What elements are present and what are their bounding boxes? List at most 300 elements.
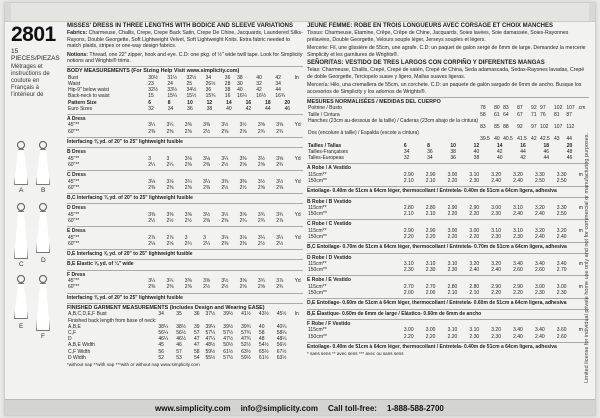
row-value: 2.70 [556,267,567,274]
finished-measurements-table [67,311,303,361]
row-value: 54½ [258,342,269,349]
row-value: 38 [450,148,456,155]
row-value: 3.10 [513,204,523,211]
row-value: 42 [531,136,537,143]
row-value: 36 [187,105,193,112]
row-value: 2⅝ [257,184,265,191]
row-value: 2.10 [425,177,436,184]
row-value: 2.30 [556,289,567,296]
row-value: 2⅝ [221,217,229,224]
row-value: 2.40 [534,211,545,218]
mesures-table [307,105,589,142]
row-value: 15¼ [167,93,178,100]
mercerie-paragraph: Mercerie: Fil, une glissière de 55cm, une agrafe. C.D: un paquet de galon sergé de 6mm de large. Demandez la mercerie Simplicity et les garnitures de Wrights®. [307,45,586,58]
sketch-dress [36,283,50,331]
row-value: 2¼ [184,240,192,247]
row-value: 2.20 [425,333,436,340]
row-value: 32½ [148,87,158,94]
row-value: 40 [496,155,503,162]
yardage-view-heading: F Dress [67,270,303,278]
row-value: 3⅜ [221,178,229,185]
row-value: 3¼ [203,178,211,185]
pattern-number: 2801 [11,23,56,46]
row-value: 107 [566,105,575,112]
flap-right-edge [589,3,595,21]
english-footnote: *without nap **with nap ***with or without nap www.simplicity.com [67,362,200,367]
row-value: 39¼ [205,323,216,330]
row-unit: Yd [294,278,301,285]
row-value: 38 [224,87,231,94]
yardage-view-heading: A Dress [67,114,303,122]
row-value: 2⅝ [221,128,229,135]
row-label: Finished back length from base of neck: [68,317,157,324]
instr-line: instructions de [11,71,50,77]
row-value: 2.20 [513,289,523,296]
tissus-paragraph: Tissus: Charmeuse, Étamine, Crêpe, Crêpe de Chine, Jacquards, Soies lavées, Soie damassée, Soies-Rayonnes prélavées, Double Georgette, Velours souple léger, Jerseys souples et légers. [307,30,569,43]
row-value: 2½ [184,217,192,224]
row-value: 47½ [223,336,234,343]
row-value: 61½ [258,354,269,361]
row-value: 14 [226,99,232,106]
instr-line: couture en Français à [11,78,40,91]
table-row [67,106,303,112]
row-value: 2¾ [276,284,284,291]
row-value: 48 [566,148,573,155]
row-value: 3½ [239,122,247,129]
row-value: 2.20 [491,289,501,296]
row-label: 45"** [68,278,80,285]
row-value: 3.10 [469,171,480,178]
row-value: 102 [540,124,549,131]
row-value: 2.20 [425,233,436,240]
row-value: 2⅜ [166,284,174,291]
row-value: 45 [158,342,164,349]
row-value: 10 [187,99,193,106]
row-value: 3¼ [148,278,156,285]
row-value: 2⅞ [276,217,284,224]
license-side-text: Limited license for individual private home use only and not for commercial or manufacturing purposes. [584,132,590,383]
row-value: 58 [194,348,200,355]
sketch-head [39,141,47,149]
yardage-table [307,284,589,296]
row-value: 2.50 [556,211,567,218]
pattern-pieces: 15 PIECES/PIEZAS [11,48,60,62]
row-value: 3⅜ [239,178,247,185]
row-label: 150cm** [308,267,327,274]
row-value: 45½ [276,311,287,318]
row-value: 67½ [276,348,287,355]
row-value: 3.10 [491,227,501,234]
row-value: 3¾ [257,278,265,285]
row-label: C,F Width [68,348,91,355]
dress-sketch-b [35,141,49,185]
footer-phone-label: Call toll-free: [328,403,377,413]
row-value: 44 [275,87,281,94]
row-value: 3.00 [447,227,458,234]
row-value: 3.00 [556,283,567,290]
row-value: 97 [531,124,537,131]
yardage-view-heading: C Robe / C Vestido [307,219,589,227]
row-value: 20 [566,142,573,149]
sketch-head [17,275,25,283]
row-value: 16 [224,93,231,100]
row-value: 67 [517,111,523,118]
row-value: 58 [480,111,486,118]
row-value: 15¾ [205,93,216,100]
row-value: 3½ [257,155,265,162]
yardage-table [67,212,303,224]
row-value: 2¾ [257,128,265,135]
sketch-head [39,203,47,211]
table-row [307,178,589,184]
row-value: 2¼ [203,240,211,247]
row-value: 46 [566,155,573,162]
row-value: 80 [494,105,500,112]
row-value: 30½ [148,74,158,81]
row-value: 2.80 [469,283,480,290]
row-value: 42 [496,148,503,155]
row-value: 50½ [223,342,234,349]
row-value: 47 [194,336,200,343]
row-label: Dos (encolure à taille) / Espalda (escote a cintura) [308,130,419,137]
row-value: 3½ [276,178,284,185]
row-value: 3.00 [469,227,480,234]
row-value: 3¼ [166,122,174,129]
row-value: 42 [520,155,526,162]
row-value: 3½ [221,211,229,218]
row-value: 92 [517,124,523,131]
row-value: 2½ [221,284,229,291]
yardage-view-heading: D Robe / D Vestido [307,253,589,261]
row-value: 2.50 [534,177,545,184]
row-value: 54 [194,354,200,361]
row-value: 2½ [148,217,156,224]
row-value: 102 [554,105,563,112]
sketch-dress [14,211,28,259]
row-value: 2.40 [513,177,523,184]
body-measurements-heading: BODY MEASUREMENTS (For Sizing Help Visit www.simplicity.com) [67,66,303,74]
yardage-view-heading: B,C Interfacing ¾ yd. of 20" to 25" lightweight fusible [67,193,303,201]
row-value: 3.40 [534,260,545,267]
row-value: 36 [224,74,231,81]
contact-footer [5,399,596,416]
sketch-head [17,203,25,211]
sketch-dress [14,283,28,319]
row-label: Tailles / Tallas [308,142,342,149]
row-value: 2.30 [469,177,480,184]
row-label: 60"** [68,161,80,168]
row-value: 3.30 [556,171,567,178]
yardage-section [67,114,303,301]
row-value: 55½ [205,354,216,361]
table-row [67,185,303,191]
row-value: 2.10 [403,211,414,218]
yardage-view-heading: A Robe / A Vestido [307,163,589,171]
row-value: 48 [258,336,265,343]
figure-label-c: C [19,261,24,268]
row-label: 60"** [68,128,80,135]
table-row [67,284,303,290]
row-value: 3⅝ [257,122,265,129]
left-column [11,23,63,403]
row-value: 59½ [241,354,251,361]
dress-sketch-d [35,203,49,253]
row-unit: Yd [294,122,301,129]
row-value: 57 [176,348,182,355]
row-value: 38 [237,74,243,81]
dress-sketch-e [13,275,27,319]
yardage-view-heading: B Dress [67,147,303,155]
sketch-head [17,141,25,149]
yardage-view-heading: E Dress [67,226,303,234]
row-value: 39½ [223,311,234,318]
yardage-table [307,172,589,184]
row-value: 40 [237,87,243,94]
row-value: 18 [543,142,550,149]
row-value: 3⅜ [184,122,192,129]
row-value: 3¼ [166,278,174,285]
row-value: 63½ [241,348,251,355]
sketch-head [39,275,47,283]
row-value: 40 [226,105,232,112]
row-value: 2½ [257,240,265,247]
row-value: 2⅜ [166,128,174,135]
row-value: 2.40 [556,233,567,240]
row-value: 32½ [186,74,197,81]
row-label: 115cm** [308,171,327,178]
row-unit: Yd [294,211,301,218]
table-row [307,155,589,161]
pattern-envelope-back [4,2,596,416]
row-value: 2⅝ [239,161,247,168]
row-value: 2.00 [425,289,436,296]
yardage-table [307,205,589,217]
row-value: 2⅞ [166,234,174,241]
row-value: 42 [275,74,281,81]
row-value: 3.20 [513,171,523,178]
row-value: 64 [503,111,509,118]
dress-sketch-f [35,275,49,331]
row-value: 3.20 [534,204,545,211]
row-value: 2.90 [469,204,480,211]
row-label: C,F [68,329,77,336]
row-value: 3.20 [491,327,501,334]
row-value: 16½ [256,93,266,100]
row-value: 8 [427,142,430,149]
row-value: 40 [473,148,480,155]
row-value: 56¼ [158,329,169,336]
row-value: 3⅛ [239,234,247,241]
row-value: 26½ [205,81,216,88]
row-value: 3.30 [556,204,567,211]
row-label: 150cm** [308,177,327,184]
row-value: 3⅛ [184,155,192,162]
yardage-view-heading: E Robe / E Vestido [307,275,589,283]
row-value: 23 [148,81,154,88]
row-label: Tailles-Françaises [308,148,349,155]
row-value: 2⅛ [166,240,174,247]
row-value: 88 [503,124,509,131]
row-value: 39.5 [480,136,490,143]
yardage-view-heading: B,E Élastique- 0.60m de 6mm de large / Elástico- 0.60m de 6mm de ancho [307,309,589,317]
row-value: 3.00 [403,327,414,334]
row-value: 47¾ [241,336,251,343]
notions-text: Thread, one 22" zipper, hook and eye. C.D: one pkg. of ½" wide twill tape. Look for Simplicity notions and Wrights® trims. [67,51,303,65]
row-value: 2½ [166,217,174,224]
row-value: 3.20 [534,227,545,234]
row-value: 34 [205,74,212,81]
notions-paragraph [67,52,303,65]
row-value: 3⅝ [239,211,247,218]
row-value: 2⅝ [276,184,284,191]
row-label: D Width [68,354,86,361]
row-value: 2.80 [447,283,458,290]
row-value: 2.40 [469,267,480,274]
row-value: 57 [194,329,200,336]
row-value: 92 [531,105,537,112]
row-value: 42 [245,105,252,112]
row-value: 2.30 [491,333,501,340]
row-value: 2.60 [556,333,567,340]
row-value: 34 [427,155,433,162]
telas-paragraph: Telas: Charmeuse, Challis, Crepé, Crepé de satén, Crepé de China, Seda adamascada, Sedas-Rayones lavadas, Crepé de doble Georgette, Terciopelo suave y ligero, Mallas suaves ligeras. [307,67,585,80]
yardage-view-heading: Interfacing ⅜ yd. of 20" to 25" lightweight fusible [67,293,303,301]
row-value: 2½ [221,161,229,168]
row-value: 2½ [221,184,229,191]
row-value: 2.40 [534,233,545,240]
row-value: 35 [176,311,182,318]
row-label: Pattern Size [68,99,97,106]
row-value: 15 [148,93,154,100]
row-value: 59½ [205,348,216,355]
row-value: 3⅛ [203,155,211,162]
row-value: 14 [496,142,503,149]
row-value: 2¾ [276,128,284,135]
yardage-table [307,261,589,273]
row-value: 38¼ [158,323,169,330]
row-value: 39½ [223,323,234,330]
row-value: 2¾ [257,217,265,224]
row-value: 3.10 [425,260,436,267]
row-value: 3.00 [425,327,436,334]
footer-phone: 1-888-588-2700 [386,403,444,413]
row-label: D [68,336,72,343]
row-value: 2⅜ [203,161,211,168]
yardage-table [67,122,303,134]
yardage-table [67,179,303,191]
row-value: 2½ [239,184,247,191]
row-value: 2.80 [425,204,436,211]
row-value: 6 [403,142,407,149]
row-label: Taille / Cintura [308,111,340,118]
row-value: 47¼ [205,336,216,343]
row-value: 2⅜ [148,284,156,291]
row-value: 3⅛ [166,178,174,185]
row-value: 46½ [176,336,186,343]
sketch-dress [14,149,28,185]
row-value: 16¾ [275,93,286,100]
dress-sketch-a [13,141,27,185]
footer-email[interactable]: info@simplicity.com [240,403,319,413]
row-value: 57½ [223,354,234,361]
row-label: 45"** [68,234,80,241]
row-value: 3.40 [556,260,567,267]
row-label: 115cm** [308,227,327,234]
row-value: 65½ [258,348,269,355]
row-value: 32 [148,105,154,112]
yardage-view-heading: Interfacing ⅜ yd. of 20" to 25" lightweight fusible [67,137,303,145]
row-value: 3½ [221,122,229,129]
envelope-flap [5,3,595,22]
row-value: 2⅜ [239,240,247,247]
row-value: 52½ [241,342,251,349]
row-value: 40 [494,136,500,143]
row-value: 2.90 [513,283,523,290]
size-table [67,100,303,112]
row-value: 41.5 [517,136,527,143]
yardage-table [307,327,589,339]
row-value: 3⅜ [166,211,174,218]
finished-measurements-heading: FINISHED GARMENT MEASUREMENTS (Includes Design and Wearing EASE) [67,303,303,311]
row-value: 2⅛ [148,240,156,247]
row-value: 3⅜ [239,155,247,162]
row-value: 2.80 [403,204,414,211]
row-value: 2⅜ [184,128,192,135]
row-value: 12 [473,142,480,149]
row-value: 3⅛ [221,234,229,241]
tailles-table [307,143,589,162]
french-footnote: * sans sens ** avec sens *** avec ou sans sens [307,351,404,357]
row-label: A,B,C,D,E,F Bust [68,311,107,318]
row-value: 87 [566,111,572,118]
row-value: 34 [158,311,164,318]
row-value: 76 [540,111,546,118]
row-value: 3½ [257,178,265,185]
row-value: 2.20 [447,333,458,340]
row-value: 87 [517,105,523,112]
row-value: 18 [265,99,271,106]
row-label: Euro Sizes [68,105,93,112]
row-value: 3¾ [276,211,284,218]
merceria-paragraph: Mercería: Hilo, una cremallera de 55cm, un corchete. C.D: un paquete de galón sargado de 6mm de ancho. Busque los accesorios de Simplicity y los adornos de Wrights®. [307,82,582,95]
row-value: 2¼ [148,161,156,168]
figure-label-f: F [41,333,45,340]
row-value: 2.90 [403,227,414,234]
row-value: 20 [284,99,291,106]
row-value: 2¾ [276,161,284,168]
row-value: 36 [205,87,212,94]
row-value: 2⅝ [257,284,265,291]
row-value: 36 [427,148,433,155]
footer-website[interactable]: www.simplicity.com [155,403,231,413]
row-value: 2⅜ [184,284,192,291]
row-value: 44 [520,148,526,155]
row-value: 3.10 [447,327,458,334]
row-unit: Yd [294,234,301,241]
row-label: 45"** [68,155,80,162]
row-value: 2.20 [447,177,458,184]
row-value: 3.40 [513,260,523,267]
row-value: 78 [480,105,486,112]
row-value: 32 [403,155,410,162]
row-value: 2.90 [491,283,501,290]
row-value: 3.10 [447,260,458,267]
row-value: 2.30 [469,333,480,340]
figure-label-d: D [41,257,46,264]
row-label: Bust [68,74,79,81]
row-unit: m [578,327,583,334]
row-value: 2.20 [469,233,480,240]
